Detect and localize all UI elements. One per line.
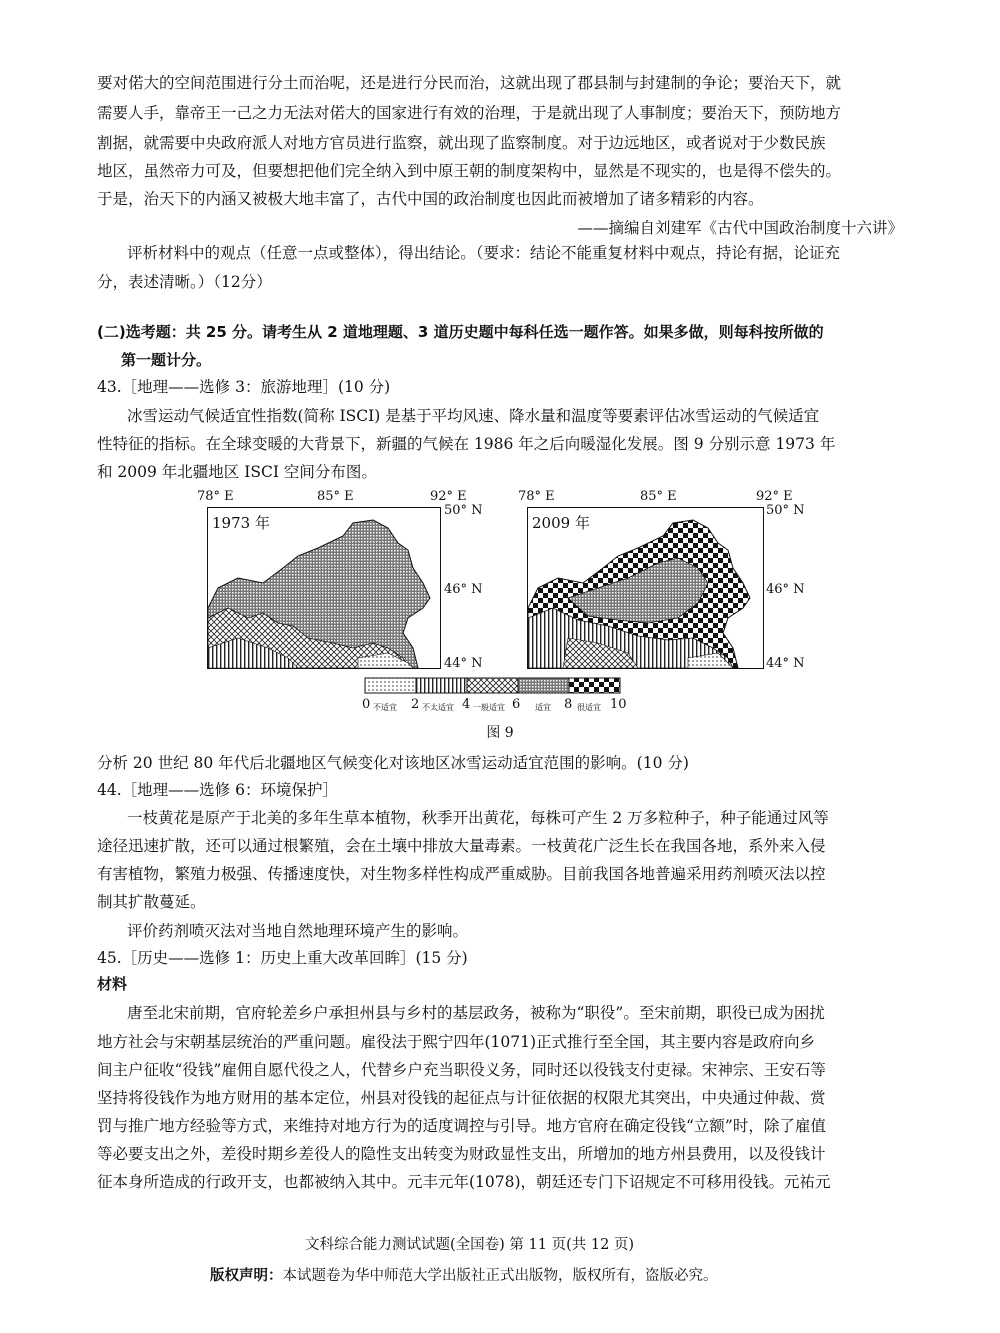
map1-lat-46: 46° N bbox=[444, 582, 483, 597]
material-line-4: 地区，虽然帝力可及，但要想把他们完全纳入到中原王朝的制度架构中，显然是不现实的，也是得不偿失的。 bbox=[97, 162, 842, 180]
footer-copyright-text: 本试题卷为华中师范大学出版社正式出版物，版权所有，盗版必究。 bbox=[282, 1268, 718, 1284]
map1-lon-85: 85° E bbox=[317, 489, 354, 504]
q43-title: 43.［地理——选修 3：旅游地理］(10 分) bbox=[97, 378, 391, 396]
map-1973-year: 1973 年 bbox=[212, 514, 270, 532]
footer-copyright-label: 版权声明： bbox=[210, 1268, 283, 1284]
q44-line-3: 有害植物，繁殖力极强、传播速度快，对生物多样性构成严重威胁。目前我国各地普遍采用药剂喷灭法以控 bbox=[97, 865, 826, 883]
map2-lon-92: 92° E bbox=[756, 489, 793, 504]
legend-swatch-2 bbox=[467, 678, 518, 693]
map2-lon-85: 85° E bbox=[640, 489, 677, 504]
q45-line-5: 罚与推广地方经验等方式，来维持对地方行为的适度调控与引导。地方官府在确定役钱“立额”时，除了雇值 bbox=[97, 1117, 826, 1135]
q43-task: 分析 20 世纪 80 年代后北疆地区气候变化对该地区冰雪运动适宜范围的影响。(10 分) bbox=[97, 754, 689, 772]
q45-line-7: 征本身所造成的行政开支，也都被纳入其中。元丰元年(1078)，朝廷还专门下诏规定不可移用役钱。元祐元 bbox=[97, 1173, 831, 1191]
q42-task-line-1: 评析材料中的观点（任意一点或整体），得出结论。（要求：结论不能重复材料中观点，持论有据，论证充 bbox=[127, 244, 841, 262]
q44-title: 44.［地理——选修 6：环境保护］ bbox=[97, 781, 338, 799]
q45-line-2: 地方社会与宋朝基层统治的严重问题。雇役法于熙宁四年(1071)正式推行至全国，其主要内容是政府向乡 bbox=[97, 1033, 816, 1051]
legend-swatch-1 bbox=[416, 678, 467, 693]
legend-num-8: 8 bbox=[564, 697, 573, 712]
map1-lon-92: 92° E bbox=[430, 489, 467, 504]
section2-line-2: 第一题计分。 bbox=[121, 351, 212, 369]
map2-lat-44: 44° N bbox=[766, 656, 805, 671]
q43-line-3: 和 2009 年北疆地区 ISCI 空间分布图。 bbox=[97, 463, 377, 481]
legend-swatches bbox=[364, 677, 622, 695]
map2-lat-46: 46° N bbox=[766, 582, 805, 597]
map2-lon-78: 78° E bbox=[518, 489, 555, 504]
legend-num-6: 6 bbox=[512, 697, 521, 712]
q44-line-4: 制其扩散蔓延。 bbox=[97, 893, 206, 911]
map1-lat-50: 50° N bbox=[444, 503, 483, 518]
q44-line-1: 一枝黄花是原产于北美的多年生草本植物，秋季开出黄花，每株可产生 2 万多粒种子，种子能通过风等 bbox=[127, 809, 829, 827]
footer-page-info: 文科综合能力测试试题(全国卷) 第 11 页(共 12 页) bbox=[305, 1237, 635, 1253]
material-source: ——摘编自刘建军《古代中国政治制度十六讲》 bbox=[577, 219, 903, 237]
q43-line-2: 性特征的指标。在全球变暖的大背景下，新疆的气候在 1986 年之后向暖湿化发展。图 9 分别示意 1973 年 bbox=[97, 435, 836, 453]
map-2009 bbox=[527, 507, 764, 669]
map1-lon-78: 78° E bbox=[197, 489, 234, 504]
legend-class-3: 适宜 bbox=[535, 703, 551, 712]
material-line-2: 需要人手，靠帝王一己之力无法对偌大的国家进行有效的治理，于是就出现了人事制度；要治天下，预防地方 bbox=[97, 104, 842, 122]
map-1973 bbox=[207, 507, 441, 669]
material-line-1: 要对偌大的空间范围进行分土而治呢，还是进行分民而治，这就出现了郡县制与封建制的争论；要治天下，就 bbox=[97, 74, 842, 92]
legend-swatch-4 bbox=[569, 678, 620, 693]
footer-copyright bbox=[210, 1264, 718, 1285]
legend-num-0: 0 bbox=[362, 697, 371, 712]
legend-class-4: 很适宜 bbox=[577, 703, 601, 712]
legend-class-2: 一般适宜 bbox=[473, 703, 505, 712]
legend-num-10: 10 bbox=[610, 697, 627, 712]
q44-line-2: 途径迅速扩散，还可以通过根繁殖，会在土壤中排放大量毒素。一枝黄花广泛生长在我国各地，系外来入侵 bbox=[97, 837, 826, 855]
q45-line-6: 等必要支出之外，差役时期乡差役人的隐性支出转变为财政显性支出，所增加的地方州县费用，以及役钱计 bbox=[97, 1145, 826, 1163]
q45-title: 45.［历史——选修 1：历史上重大改革回眸］(15 分) bbox=[97, 949, 468, 967]
q45-line-1: 唐至北宋前期，官府轮差乡户承担州县与乡村的基层政务，被称为“职役”。至宋前期，职役已成为困扰 bbox=[127, 1004, 825, 1022]
legend-class-0: 不适宜 bbox=[373, 703, 397, 712]
map2-lat-50: 50° N bbox=[766, 503, 805, 518]
section2-line-1: (二)选考题：共 25 分。请考生从 2 道地理题、3 道历史题中每科任选一题作答。如果多做，则每科按所做的 bbox=[97, 323, 824, 341]
legend-class-1: 不太适宜 bbox=[422, 703, 454, 712]
q42-task-line-2: 分，表述清晰。）（12分） bbox=[97, 273, 272, 291]
legend-num-4: 4 bbox=[462, 697, 471, 712]
map1-lat-44: 44° N bbox=[444, 656, 483, 671]
q45-line-3: 间主户征收“役钱”雇佣自愿代役之人，代替乡户充当职役义务，同时还以役钱支付吏禄。宋神宗、王安石等 bbox=[97, 1061, 826, 1079]
legend-swatch-0 bbox=[365, 678, 416, 693]
q45-material-label: 材料 bbox=[97, 975, 128, 993]
q44-task: 评价药剂喷灭法对当地自然地理环境产生的影响。 bbox=[127, 922, 469, 940]
legend-num-2: 2 bbox=[411, 697, 420, 712]
material-line-3: 割据，就需要中央政府派人对地方官员进行监察，就出现了监察制度。对于边远地区，或者说对于少数民族 bbox=[97, 134, 826, 152]
q43-line-1: 冰雪运动气候适宜性指数(简称 ISCI) 是基于平均风速、降水量和温度等要素评估冰雪运动的气候适宜 bbox=[127, 407, 820, 425]
figure-caption: 图 9 bbox=[486, 725, 514, 741]
map-2009-year: 2009 年 bbox=[532, 514, 590, 532]
material-line-5: 于是，治天下的内涵又被极大地丰富了，古代中国的政治制度也因此而被增加了诸多精彩的内容。 bbox=[97, 190, 764, 208]
legend-swatch-3 bbox=[518, 678, 569, 693]
q45-line-4: 坚持将役钱作为地方财用的基本定位，州县对役钱的起征点与计征依据的权限尤其突出，中央通过仲裁、赏 bbox=[97, 1089, 826, 1107]
